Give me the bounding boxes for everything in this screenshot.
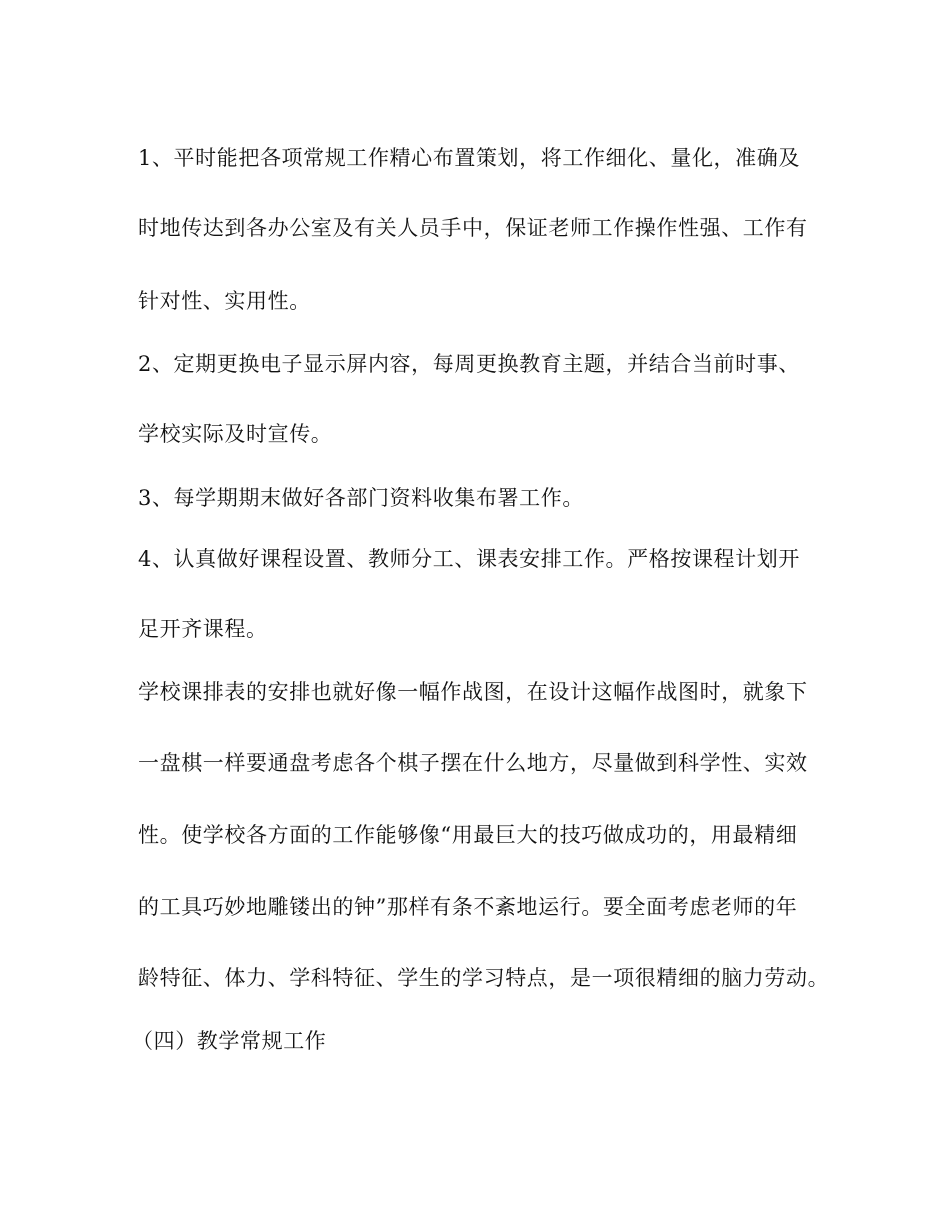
paragraph-line: 足开齐课程。 bbox=[138, 617, 268, 641]
paragraph-line: 时地传达到各办公室及有关人员手中，保证老师工作操作性强、工作有 bbox=[138, 216, 808, 240]
paragraph-line: 4、认真做好课程设置、教师分工、课表安排工作。严格按课程计划开 bbox=[138, 547, 800, 571]
section-heading: （四）教学常规工作 bbox=[132, 1029, 327, 1053]
paragraph-line: 针对性、实用性。 bbox=[138, 289, 311, 313]
paragraph-line: 学校课排表的安排也就好像一幅作战图，在设计这幅作战图时，就象下 bbox=[138, 680, 808, 704]
paragraph-line: 1、平时能把各项常规工作精心布置策划，将工作细化、量化，准确及 bbox=[138, 146, 800, 170]
paragraph-line: 学校实际及时宣传。 bbox=[138, 422, 333, 446]
paragraph-line: 性。使学校各方面的工作能够像“用最巨大的技巧做成功的，用最精细 bbox=[138, 823, 798, 847]
paragraph-line: 的工具巧妙地雕镂出的钟”那样有条不紊地运行。要全面考虑老师的年 bbox=[138, 895, 798, 919]
paragraph-line: 2、定期更换电子显示屏内容，每周更换教育主题，并结合当前时事、 bbox=[138, 352, 800, 376]
paragraph-line: 3、每学期期末做好各部门资料收集布署工作。 bbox=[138, 486, 584, 510]
paragraph-line: 一盘棋一样要通盘考虑各个棋子摆在什么地方，尽量做到科学性、实效 bbox=[138, 751, 808, 775]
paragraph-line: 龄特征、体力、学科特征、学生的学习特点，是一项很精细的脑力劳动。 bbox=[138, 966, 830, 990]
